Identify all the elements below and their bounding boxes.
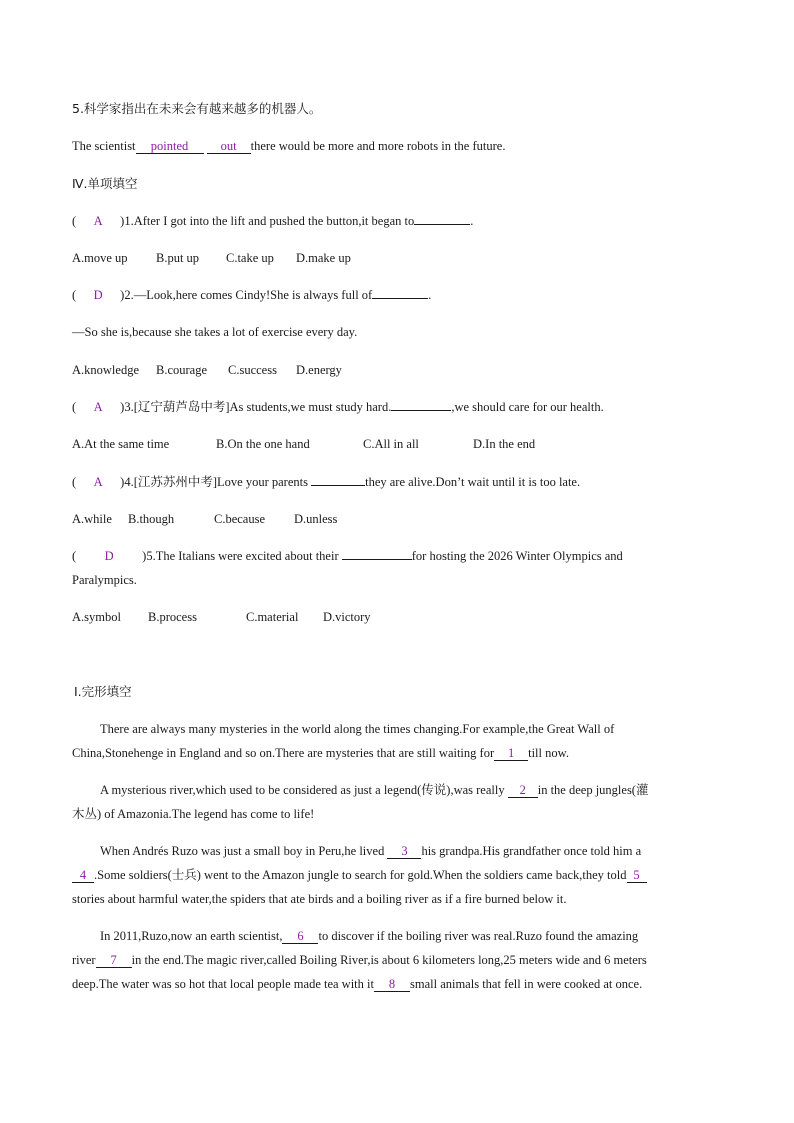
question-1-stem: )1.After I got into the lift and pushed the button,it began to <box>120 214 415 228</box>
option-b: B.On the one hand <box>216 437 310 451</box>
paragraph-2-line-2: 木丛) of Amazonia.The legend has come to life! <box>72 807 315 821</box>
option-c: C.success <box>228 363 277 377</box>
cloze-blank-2: 2 <box>508 783 538 798</box>
blank <box>311 474 365 486</box>
option-b: B.courage <box>156 363 208 377</box>
paragraph-4-line-2: river 7 in the end.The magic river,called Boiling River,is about 6 kilometers long,25 meters wide and 6 meters <box>72 953 647 967</box>
paragraph-3-line-1: When Andrés Ruzo was just a small boy in Peru,he lived 3 his grandpa.His grandfather once told him a <box>100 844 642 858</box>
option-d: D.make up <box>296 251 351 265</box>
cloze-blank-3: 3 <box>387 844 421 859</box>
question-4-options <box>72 511 722 527</box>
answer-2: D <box>93 288 103 302</box>
paragraph-4-line-3: deep.The water was so hot that local people made tea with it 8 small animals that fell in were cooked at once. <box>72 977 643 991</box>
answer-blank-1: pointed <box>136 139 204 154</box>
paragraph-1-line-1: There are always many mysteries in the world along the times changing.For example,the Great Wall of <box>100 722 615 736</box>
question-3-stem: )3.[辽宁葫芦岛中考]As students,we must study hard. <box>120 400 392 414</box>
sentence-end: there would be more and more robots in the future. <box>250 139 506 153</box>
question-5-continued: Paralympics. <box>72 573 137 587</box>
blank <box>391 399 451 411</box>
option-a: A.knowledge <box>72 363 139 377</box>
blank <box>342 548 412 560</box>
answer-blank-2: out <box>207 139 251 154</box>
answer-5: D <box>104 549 114 563</box>
paragraph-1-line-2: China,Stonehenge in England and so on.There are mysteries that are still waiting for 1 till now. <box>72 746 569 760</box>
cloze-blank-5: 5 <box>627 868 647 883</box>
blank <box>414 213 470 225</box>
option-a: A.At the same time <box>72 437 170 451</box>
option-c: C.because <box>214 512 266 526</box>
question-3: ( A )3.[辽宁葫芦岛中考]As students,we must study hard. ,we should care for our health. <box>72 400 604 414</box>
option-d: D.victory <box>323 610 371 624</box>
answer-1: A <box>93 214 103 228</box>
option-a: A.move up <box>72 251 128 265</box>
sentence-start: The scientist <box>72 139 136 153</box>
cloze-blank-1: 1 <box>494 746 528 761</box>
paragraph-2-line-1: A mysterious river,which used to be considered as just a legend(传说),was really 2 in the deep jungles(灌 <box>100 783 649 797</box>
option-c: C.material <box>246 610 299 624</box>
question-1: ( A )1.After I got into the lift and pushed the button,it began to . <box>72 214 474 228</box>
question-3-options <box>72 436 722 452</box>
option-d: D.unless <box>294 512 338 526</box>
question-5: ( D )5.The Italians were excited about their for hosting the 2026 Winter Olympics and <box>72 549 623 563</box>
paragraph-4-line-1: In 2011,Ruzo,now an earth scientist, 6 to discover if the boiling river was real.Ruzo found the amazing <box>100 929 639 943</box>
option-d: D.energy <box>296 363 342 377</box>
option-b: B.though <box>128 512 175 526</box>
translation-question: 5.科学家指出在未来会有越来越多的机器人。 <box>72 101 322 116</box>
question-2: ( D )2.—Look,here comes Cindy!She is always full of . <box>72 288 432 302</box>
question-4: ( A )4.[江苏苏州中考]Love your parents they are alive.Don’t wait until it is too late. <box>72 475 581 489</box>
section-heading-single-choice: Ⅳ.单项填空 <box>72 176 138 191</box>
section-heading-cloze: Ⅰ.完形填空 <box>74 684 132 699</box>
question-5-options <box>72 609 722 625</box>
question-4-stem: )4.[江苏苏州中考]Love your parents <box>120 475 308 489</box>
paragraph-3-line-2: 4 .Some soldiers(士兵) went to the Amazon jungle to search for gold.When the soldiers came back,they told 5 <box>72 867 722 883</box>
option-c: C.All in all <box>363 437 419 451</box>
option-d: D.In the end <box>473 437 536 451</box>
translation-sentence <box>72 138 722 154</box>
blank <box>372 287 428 299</box>
option-c: C.take up <box>226 251 274 265</box>
option-b: B.put up <box>156 251 200 265</box>
cloze-blank-6: 6 <box>282 929 318 944</box>
question-2-stem: )2.—Look,here comes Cindy!She is always full of <box>120 288 373 302</box>
paragraph-3-line-3: stories about harmful water,the spiders that ate birds and a boiling river as if a fire burned below it. <box>72 892 567 906</box>
question-1-options <box>72 250 722 266</box>
option-a: A.while <box>72 512 112 526</box>
question-5-stem: )5.The Italians were excited about their <box>142 549 339 563</box>
option-a: A.symbol <box>72 610 121 624</box>
answer-4: A <box>93 475 103 489</box>
cloze-blank-7: 7 <box>96 953 132 968</box>
cloze-blank-8: 8 <box>374 977 410 992</box>
question-2-options <box>72 362 722 378</box>
question-2-reply: —So she is,because she takes a lot of exercise every day. <box>72 325 358 339</box>
answer-3: A <box>93 400 103 414</box>
option-b: B.process <box>148 610 197 624</box>
cloze-blank-4: 4 <box>72 868 94 883</box>
